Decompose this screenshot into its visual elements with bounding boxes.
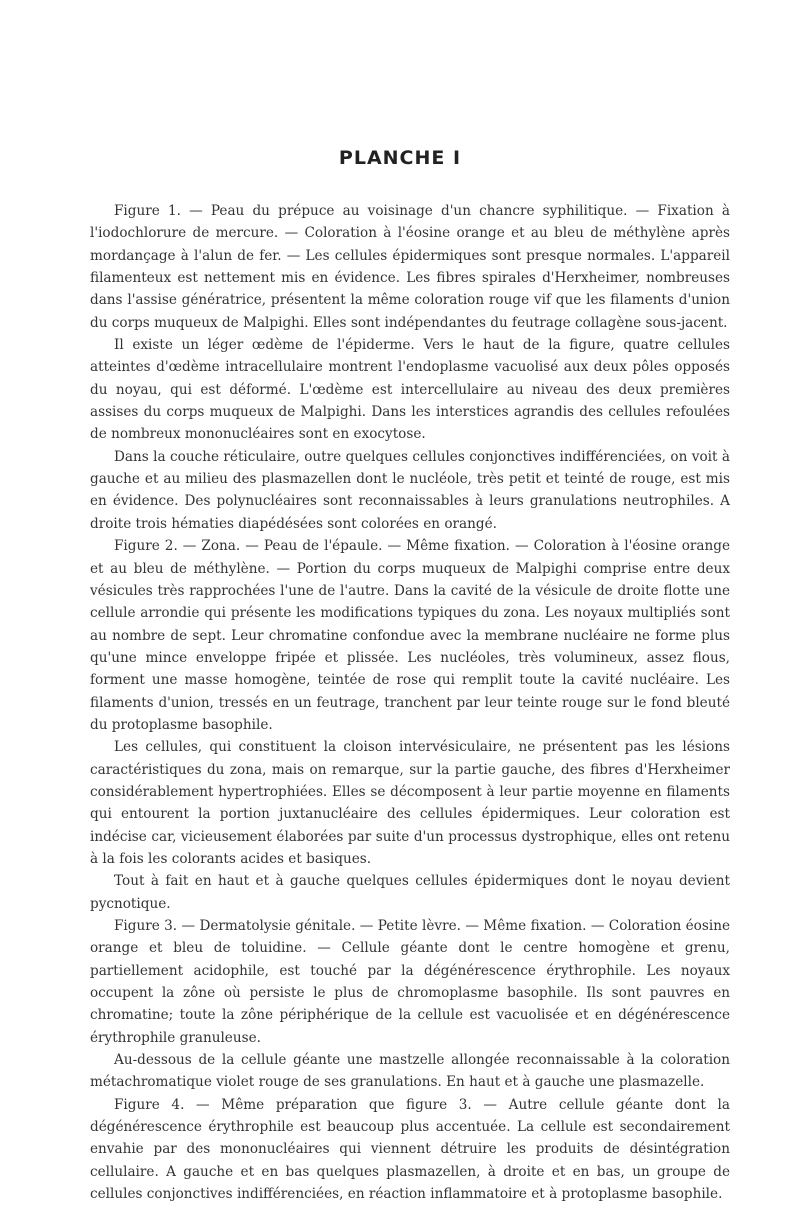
paragraph-noyau-pycnotique: Tout à fait en haut et à gauche quelques cellules épidermiques dont le noyau devient pycnotique. xyxy=(90,873,730,912)
paragraph-mastzelle: Au-dessous de la cellule géante une mastzelle allongée reconnaissable à la coloration métachromatique violet rouge de ses granulations. En haut et à gauche une plasmazelle. xyxy=(90,1052,730,1091)
paragraph-figure-2: Figure 2. — Zona. — Peau de l'épaule. — Même fixation. — Coloration à l'éosine orange et au bleu de méthylène. — Portion du corps muqueux de Malpighi comprise entre deux vésicules très rapprochées l'une de l'autre. Dans la cavité de la vésicule de droite flotte une cellule arrondie qui présente les modifications typiques du zona. Les noyaux multipliés sont au nombre de sept. Leur chromatine confondue avec la membrane nucléaire ne forme plus qu'une mince enveloppe fripée et plissée. Les nucléoles, très volumineux, assez flous, forment une masse homogène, teintée de rose qui remplit toute la cavité nucléaire. Les filaments d'union, tressés en un feutrage, tranchent par leur teinte rouge sur le fond bleuté du protoplasme basophile. xyxy=(90,538,730,733)
paragraph-figure-1: Figure 1. — Peau du prépuce au voisinage d'un chancre syphilitique. — Fixation à l'iodochlorure de mercure. — Coloration à l'éosine orange et au bleu de méthylène après mordançage à l'alun de fer. — Les cellules épidermiques sont presque normales. L'appareil filamenteux est nettement mis en évidence. Les fibres spirales d'Herxheimer, nombreuses dans l'assise génératrice, présentent la même coloration rouge vif que les filaments d'union du corps muqueux de Malpighi. Elles sont indépendantes du feutrage collagène sous-jacent. xyxy=(90,203,730,331)
paragraph-figure-4: Figure 4. — Même préparation que figure 3. — Autre cellule géante dont la dégénérescence érythrophile est beaucoup plus accentuée. La cellule est secondairement envahie par des mononucléaires qui viennent détruire les produits de désintégration cellulaire. A gauche et en bas quelques plasmazellen, à droite et en bas, un groupe de cellules conjonctives indifférenciées, en réaction inflammatoire et à protoplasme basophile. xyxy=(90,1096,730,1203)
page-title: PLANCHE I xyxy=(338,147,462,169)
body-text xyxy=(90,200,730,1205)
paragraph-figure-3: Figure 3. — Dermatolysie génitale. — Petite lèvre. — Même fixation. — Coloration éosine orange et bleu de toluidine. — Cellule géante dont le centre homogène et grenu, partiellement acidophile, est touché par la dégénérescence érythrophile. Les noyaux occupent la zône où persiste le plus de chromoplasme basophile. Ils sont pauvres en chromatine; toute la zône périphérique de la cellule est vacuolisée et en dégénérescence érythrophile granuleuse. xyxy=(90,918,730,1046)
paragraph-cloison-intervesiculaire: Les cellules, qui constituent la cloison intervésiculaire, ne présentent pas les lésions caractéristiques du zona, mais on remarque, sur la partie gauche, des fibres d'Herxheimer considérablement hypertrophiées. Elles se décomposent à leur partie moyenne en filaments qui entourent la portion juxtanucléaire des cellules épidermiques. Leur coloration est indécise car, vicieusement élaborées par suite d'un processus dystrophique, elles ont retenu à la fois les colorants acides et basiques. xyxy=(90,739,730,867)
paragraph-couche-reticulaire: Dans la couche réticulaire, outre quelques cellules conjonctives indifférenciées, on voit à gauche et au milieu des plasmazellen dont le nucléole, très petit et teinté de rouge, est mis en évidence. Des polynucléaires sont reconnaissables à leurs granulations neutrophiles. A droite trois hématies diapédésées sont colorées en orangé. xyxy=(90,448,730,532)
paragraph-oedeme: Il existe un léger œdème de l'épiderme. Vers le haut de la figure, quatre cellules atteintes d'œdème intracellulaire montrent l'endoplasme vacuolisé aux deux pôles opposés du noyau, qui est déformé. L'œdème est intercellulaire au niveau des deux premières assises du corps muqueux de Malpighi. Dans les interstices agrandis des cellules refoulées de nombreux mononucléaires sont en exocytose. xyxy=(90,337,730,443)
